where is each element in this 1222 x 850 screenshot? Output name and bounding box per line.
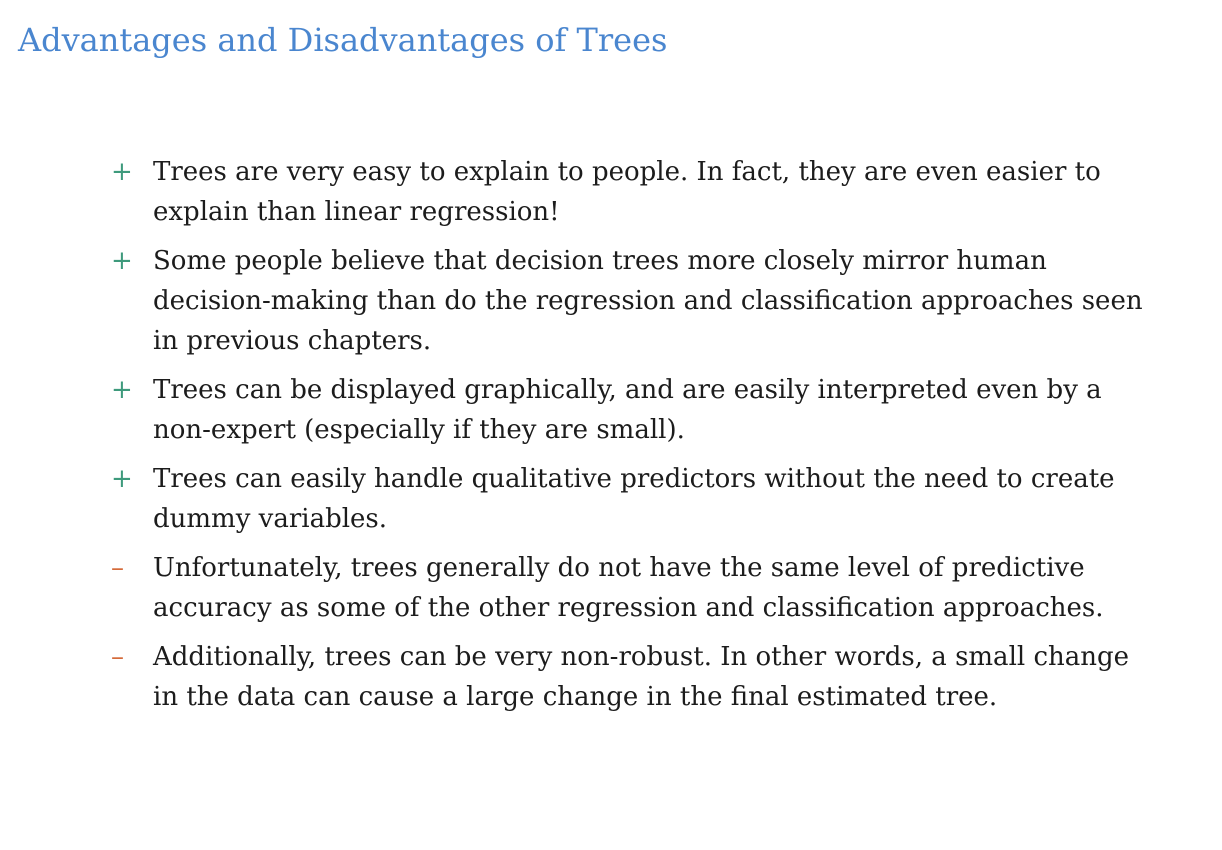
plus-icon: + — [111, 246, 133, 276]
bullet-item-pro-1 — [108, 152, 1148, 232]
minus-icon: – — [111, 553, 124, 583]
bullet-item-con-2 — [108, 637, 1148, 717]
bullet-text: Trees are very easy to explain to people. In fact, they are even easier to explain than linear regression! — [153, 157, 1101, 227]
bullet-item-con-1 — [108, 548, 1148, 628]
bullet-text: Some people believe that decision trees more closely mirror human decision-making than do the regression and classification approaches seen in previous chapters. — [153, 246, 1143, 356]
bullet-item-pro-2 — [108, 241, 1148, 361]
bullet-item-pro-3 — [108, 370, 1148, 450]
minus-icon: – — [111, 642, 124, 672]
bullet-text: Trees can easily handle qualitative predictors without the need to create dummy variables. — [153, 464, 1115, 534]
plus-icon: + — [111, 375, 133, 405]
plus-icon: + — [111, 157, 133, 187]
bullet-list — [108, 152, 1148, 726]
bullet-text: Trees can be displayed graphically, and are easily interpreted even by a non-expert (especially if they are small). — [153, 375, 1102, 445]
bullet-text: Additionally, trees can be very non-robust. In other words, a small change in the data can cause a large change in the final estimated tree. — [153, 642, 1130, 712]
slide-title: Advantages and Disadvantages of Trees — [18, 21, 668, 59]
bullet-text: Unfortunately, trees generally do not have the same level of predictive accuracy as some of the other regression and classification approaches. — [153, 553, 1104, 623]
bullet-item-pro-4 — [108, 459, 1148, 539]
plus-icon: + — [111, 464, 133, 494]
